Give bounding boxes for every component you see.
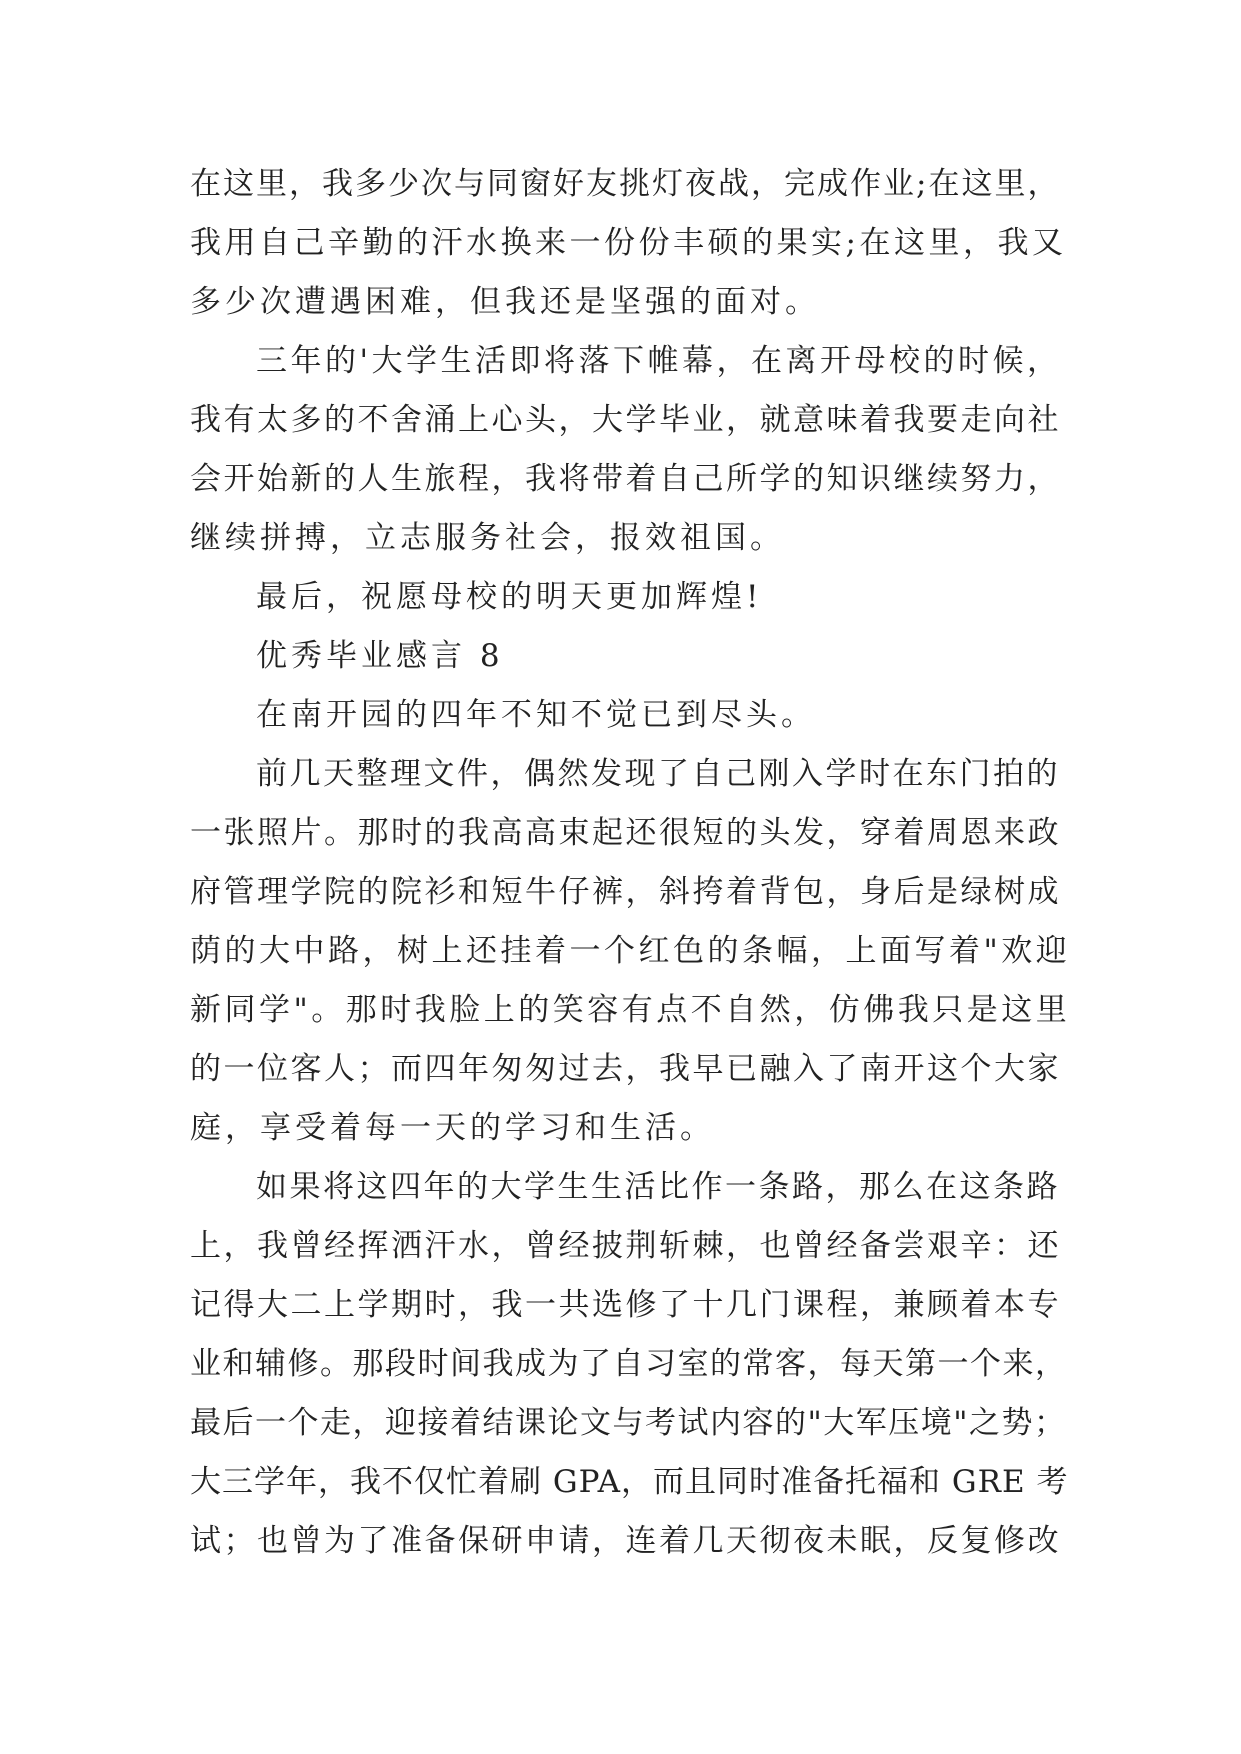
document-body bbox=[190, 155, 1070, 1571]
paragraph-first-line: 前几天整理文件，偶然发现了自己刚入学时在东门拍的 bbox=[256, 756, 1060, 792]
text-line: 多少次遭遇困难，但我还是坚强的面对。 bbox=[190, 284, 820, 320]
text-line: 荫的大中路，树上还挂着一个红色的条幅，上面写着"欢迎 bbox=[190, 933, 1071, 969]
text-line: 在这里，我多少次与同窗好友挑灯夜战，完成作业;在这里， bbox=[190, 166, 1061, 202]
paragraph-first-line: 最后，祝愿母校的明天更加辉煌! bbox=[256, 579, 763, 615]
text-line: 我有太多的不舍涌上心头，大学毕业，就意味着我要走向社 bbox=[190, 402, 1061, 438]
text-line: 新同学"。那时我脸上的笑容有点不自然，仿佛我只是这里 bbox=[190, 992, 1071, 1028]
text-line: 的一位客人；而四年匆匆过去，我早已融入了南开这个大家 bbox=[190, 1051, 1061, 1087]
text-line: 上，我曾经挥洒汗水，曾经披荆斩棘，也曾经备尝艰辛：还 bbox=[190, 1228, 1061, 1264]
text-line: 试；也曾为了准备保研申请，连着几天彻夜未眠，反复修改 bbox=[190, 1523, 1061, 1559]
text-line: 继续拼搏，立志服务社会，报效祖国。 bbox=[190, 520, 785, 556]
text-line: 业和辅修。那段时间我成为了自习室的常客，每天第一个来， bbox=[190, 1346, 1068, 1382]
paragraph-first-line: 三年的'大学生活即将落下帷幕，在离开母校的时候， bbox=[256, 343, 1062, 379]
paragraph-first-line: 在南开园的四年不知不觉已到尽头。 bbox=[256, 697, 816, 733]
text-line: 庭，享受着每一天的学习和生活。 bbox=[190, 1110, 715, 1146]
text-line: 记得大二上学期时，我一共选修了十几门课程，兼顾着本专 bbox=[190, 1287, 1061, 1323]
text-line: 大三学年，我不仅忙着刷 GPA，而且同时准备托福和 GRE 考 bbox=[190, 1464, 1069, 1500]
text-line: 最后一个走，迎接着结课论文与考试内容的"大军压境"之势； bbox=[190, 1405, 1067, 1441]
text-line: 会开始新的人生旅程，我将带着自己所学的知识继续努力， bbox=[190, 461, 1061, 497]
text-line: 一张照片。那时的我高高束起还很短的头发，穿着周恩来政 bbox=[190, 815, 1061, 851]
text-line: 我用自己辛勤的汗水换来一份份丰硕的果实;在这里，我又 bbox=[190, 225, 1067, 261]
section-heading: 优秀毕业感言 8 bbox=[256, 638, 504, 674]
text-line: 府管理学院的院衫和短牛仔裤，斜挎着背包，身后是绿树成 bbox=[190, 874, 1061, 910]
paragraph-first-line: 如果将这四年的大学生生活比作一条路，那么在这条路 bbox=[256, 1169, 1060, 1205]
